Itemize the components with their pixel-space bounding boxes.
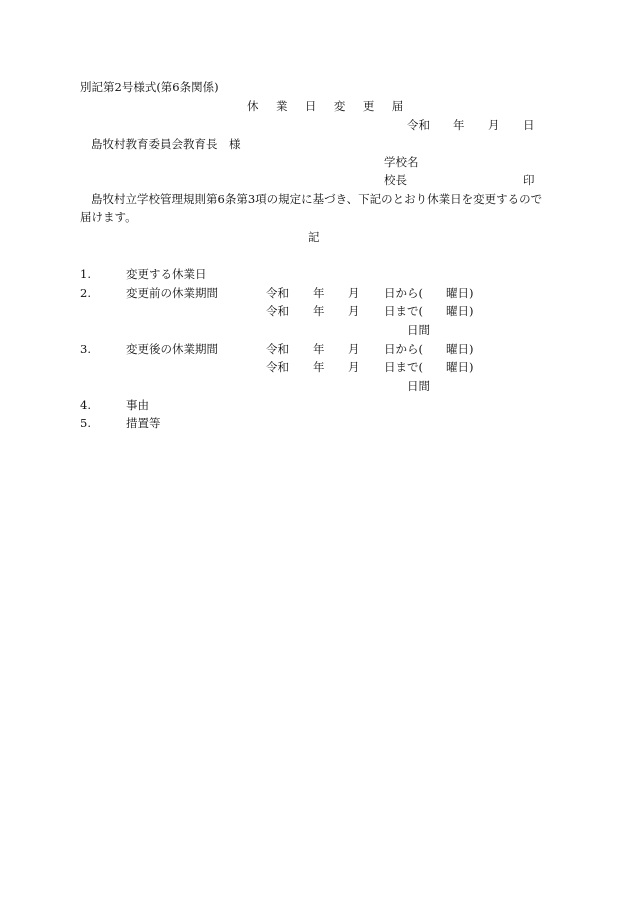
body-line-2: 届けます。 — [80, 210, 137, 224]
period-from-text: 日から( — [384, 342, 423, 356]
item-label: 変更する休業日 — [126, 267, 207, 281]
date-day-unit: 日 — [523, 118, 535, 132]
item-number: 4. — [80, 398, 91, 412]
item-number: 2. — [80, 286, 91, 300]
period-year-unit: 年 — [313, 360, 325, 374]
principal-label: 校長 — [384, 173, 407, 187]
date-era: 令和 — [407, 118, 430, 132]
period-era: 令和 — [266, 360, 289, 374]
item-label: 措置等 — [126, 416, 161, 430]
addressee: 島牧村教育委員会教育長 様 — [91, 137, 241, 151]
seal-label: 印 — [523, 173, 535, 187]
period-era: 令和 — [266, 342, 289, 356]
period-month-unit: 月 — [348, 360, 360, 374]
period-weekday-text: 曜日) — [446, 304, 474, 318]
period-year-unit: 年 — [313, 286, 325, 300]
period-month-unit: 月 — [348, 286, 360, 300]
item-label: 事由 — [126, 398, 149, 412]
school-name-label: 学校名 — [384, 155, 419, 169]
period-month-unit: 月 — [348, 342, 360, 356]
date-month-unit: 月 — [488, 118, 500, 132]
period-days-text: 日間 — [407, 379, 430, 393]
period-from-text: 日から( — [384, 286, 423, 300]
note-heading: 記 — [308, 230, 320, 244]
body-line-1: 島牧村立学校管理規則第6条第3項の規定に基づき、下記のとおり休業日を変更するので — [91, 192, 543, 206]
period-month-unit: 月 — [348, 304, 360, 318]
form-number: 別記第2号様式(第6条関係) — [80, 80, 219, 94]
period-era: 令和 — [266, 304, 289, 318]
date-year-unit: 年 — [453, 118, 465, 132]
period-days-text: 日間 — [407, 323, 430, 337]
document-title: 休 業 日 変 更 届 — [247, 99, 411, 113]
period-weekday-text: 曜日) — [446, 342, 474, 356]
period-to-text: 日まで( — [384, 304, 423, 318]
item-label: 変更前の休業期間 — [126, 286, 218, 300]
period-era: 令和 — [266, 286, 289, 300]
item-number: 1. — [80, 267, 91, 281]
period-weekday-text: 曜日) — [446, 360, 474, 374]
period-year-unit: 年 — [313, 342, 325, 356]
item-label: 変更後の休業期間 — [126, 342, 218, 356]
period-weekday-text: 曜日) — [446, 286, 474, 300]
period-year-unit: 年 — [313, 304, 325, 318]
item-number: 5. — [80, 416, 91, 430]
item-number: 3. — [80, 342, 91, 356]
period-to-text: 日まで( — [384, 360, 423, 374]
